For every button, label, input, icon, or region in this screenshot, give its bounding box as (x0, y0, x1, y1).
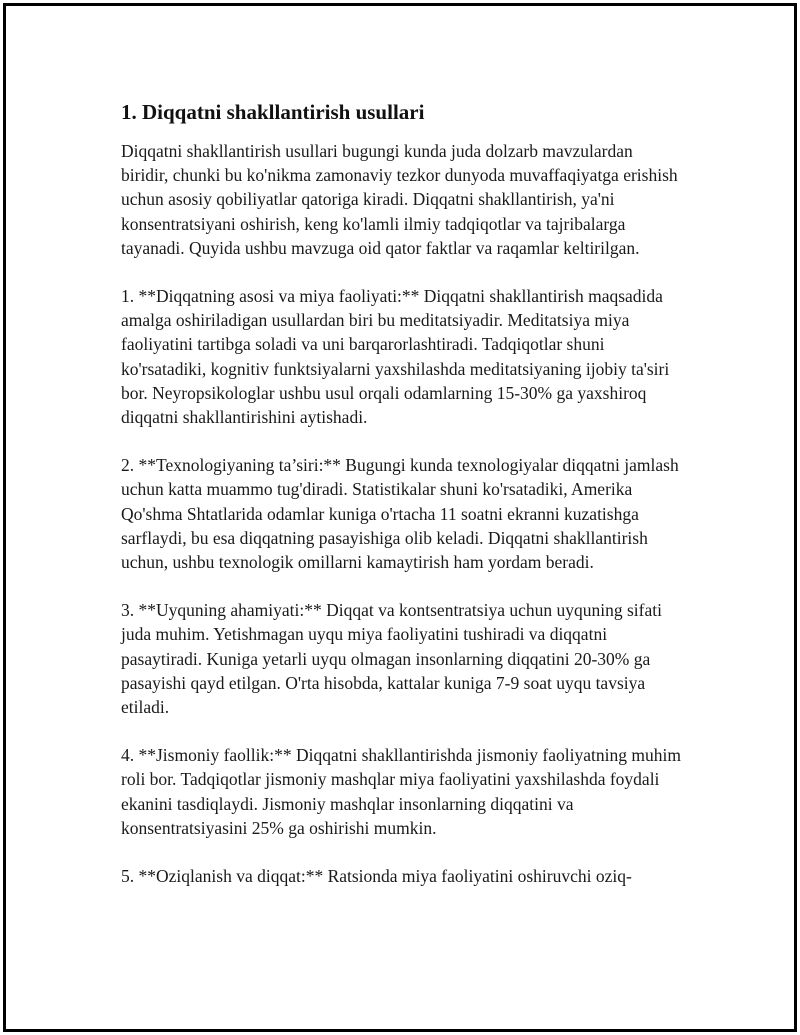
paragraph-physical-activity: 4. **Jismoniy faollik:** Diqqatni shakllantirishda jismoniy faoliyatning muhim roli bor. Tadqiqotlar jismoniy mashqlar miya faoliyatini yaxshilashda foydali ekanini tasdiqlaydi. Jismoniy mashqlar insonlarning diqqatini va konsentratsiyasini 25% ga oshirishi mumkin. (121, 745, 681, 838)
paragraph-sleep: 3. **Uyquning ahamiyati:** Diqqat va kontsentratsiya uchun uyquning sifati juda muhim. Yetishmagan uyqu miya faoliyatini tushiradi va diqqatni pasaytiradi. Kuniga yetarli uyqu olmagan insonlarning diqqatini 20-30% ga pasayishi qayd etilgan. O'rta hisobda, kattalar kuniga 7-9 soat uyqu tavsiya etiladi. (121, 600, 662, 718)
paragraph-meditation: 1. **Diqqatning asosi va miya faoliyati:** Diqqatni shakllantirish maqsadida amalga oshiriladigan usullardan biri bu meditatsiyadir. Meditatsiya miya faoliyatini tartibga soladi va uni barqarorlashtiradi. Tadqiqotlar shuni ko'rsatadiki, kognitiv funktsiyalarni yaxshilashda meditatsiyaning ijobiy ta'siri bor. Neyropsikologlar ushbu usul orqali odamlarning 15-30% ga yaxshiroq diqqatni shakllantirishini aytishadi. (121, 286, 670, 428)
paragraph-technology: 2. **Texnologiyaning ta’siri:** Bugungi kunda texnologiyalar diqqatni jamlash uchun katta muammo tug'diradi. Statistikalar shuni ko'rsatadiki, Amerika Qo'shma Shtatlarida odamlar kuniga o'rtacha 11 soatni ekranni kuzatishga sarflaydi, bu esa diqqatning pasayishiga olib keladi. Diqqatni shakllantirish uchun, ushbu texnologik omillarni kamaytirish ham yordam beradi. (121, 455, 679, 573)
document-body (121, 99, 681, 912)
paragraph-nutrition: 5. **Oziqlanish va diqqat:** Ratsionda miya faoliyatini oshiruvchi oziq- (121, 866, 632, 887)
intro-paragraph: Diqqatni shakllantirish usullari bugungi kunda juda dolzarb mavzulardan biridir, chunki bu ko'nikma zamonaviy tezkor dunyoda muvaffaqiyatga erishish uchun asosiy qobiliyatlar qatoriga kiradi. Diqqatni shakllantirish, ya'ni konsentratsiyani oshirish, keng ko'lamli ilmiy tadqiqotlar va tajribalarga tayanadi. Quyida ushbu mavzuga oid qator faktlar va raqamlar keltirilgan. (121, 141, 678, 258)
document-title: 1. Diqqatni shakllantirish usullari (121, 100, 425, 124)
page-frame (3, 3, 797, 1032)
